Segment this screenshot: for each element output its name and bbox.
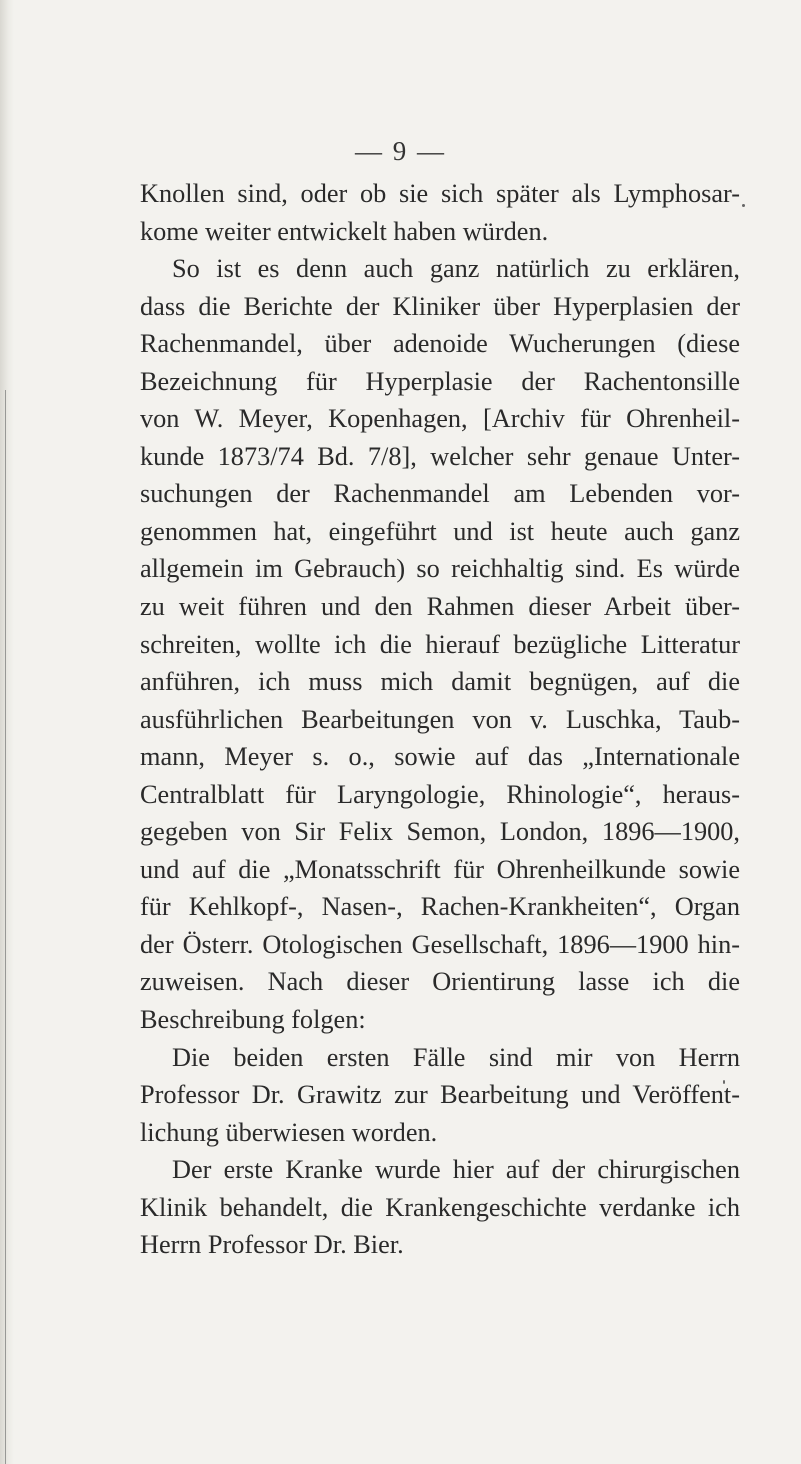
text-line: und auf die „Monatsschrift für Ohrenheilkunde sowie — [140, 854, 740, 884]
text-line: Klinik behandelt, die Krankengeschichte verdanke ich — [140, 1192, 740, 1222]
text-line: Professor Dr. Grawitz zur Bearbeitung und Veröffent- — [140, 1080, 740, 1110]
text-line: suchungen der Rachenmandel am Lebenden vor- — [140, 479, 740, 509]
text-line: Die beiden ersten Fälle sind mir von Herrn — [172, 1042, 740, 1072]
text-line: genommen hat, eingeführt und ist heute auch ganz — [140, 516, 740, 546]
text-line: Rachenmandel, über adenoide Wucherungen (diese — [140, 329, 740, 359]
text-line: ausführlichen Bearbeitungen von v. Luschka, Taub- — [140, 704, 740, 734]
text-line: lichung überwiesen worden. — [140, 1117, 438, 1147]
text-line: allgemein im Gebrauch) so reichhaltig sind. Es würde — [140, 554, 740, 584]
text-line: Knollen sind, oder ob sie sich später als Lymphosar- — [140, 179, 740, 208]
text-line: der Österr. Otologischen Gesellschaft, 1896—1900 hin- — [140, 929, 740, 959]
text-line: Bezeichnung für Hyperplasie der Rachentonsille — [140, 366, 740, 396]
scan-gutter-line — [5, 390, 6, 1464]
scan-speck — [742, 204, 745, 207]
text-line: Herrn Professor Dr. Bier. — [140, 1230, 404, 1260]
text-line: mann, Meyer s. o., sowie auf das „Internationale — [140, 742, 740, 772]
scan-gutter-shadow — [0, 0, 14, 1464]
text-line: zu weit führen und den Rahmen dieser Arbeit über- — [140, 592, 740, 622]
text-line: von W. Meyer, Kopenhagen, [Archiv für Ohrenheil- — [140, 404, 740, 434]
text-line: gegeben von Sir Felix Semon, London, 1896—1900, — [140, 817, 740, 847]
text-line: kome weiter entwickelt haben würden. — [140, 216, 549, 246]
body-text — [140, 175, 740, 1264]
text-line: dass die Berichte der Kliniker über Hyperplasien der — [140, 291, 740, 321]
text-line: Centralblatt für Laryngologie, Rhinologie“, heraus- — [140, 779, 740, 809]
text-line: für Kehlkopf-, Nasen-, Rachen-Krankheiten“, Organ — [140, 892, 740, 922]
text-line: kunde 1873/74 Bd. 7/8], welcher sehr genaue Unter- — [140, 441, 740, 471]
text-line: anführen, ich muss mich damit begnügen, auf die — [140, 667, 740, 697]
text-line: Der erste Kranke wurde hier auf der chirurgischen — [172, 1155, 740, 1185]
text-line: zuweisen. Nach dieser Orientirung lasse ich die — [140, 967, 740, 997]
text-line: So ist es denn auch ganz natürlich zu erklären, — [172, 254, 740, 284]
text-line: Beschreibung folgen: — [140, 1005, 366, 1035]
page-number: — 9 — — [355, 136, 446, 166]
text-line: schreiten, wollte ich die hierauf bezügliche Litteratur — [140, 629, 740, 659]
